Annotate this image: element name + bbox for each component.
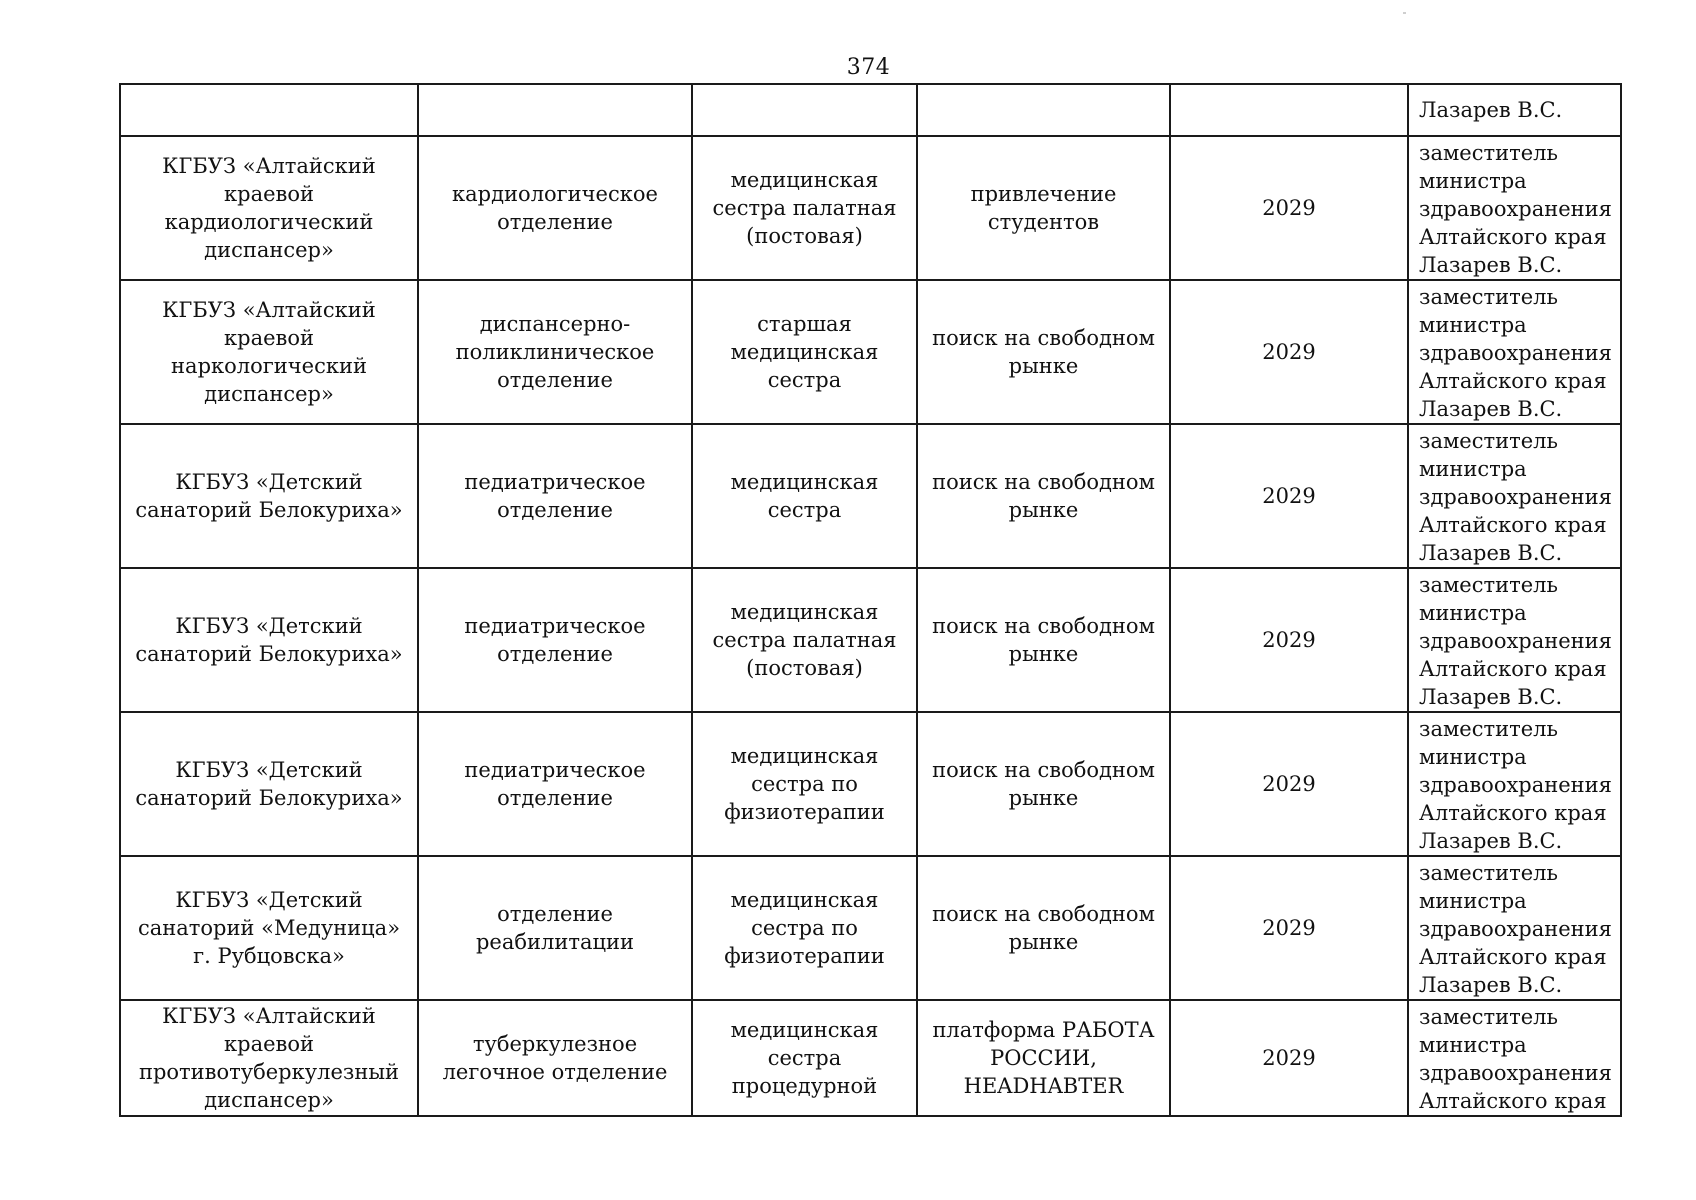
table-row [120, 280, 1621, 424]
cell-organization: КГБУЗ «Детский санаторий Белокуриха» [120, 424, 418, 568]
cell-position: медицинская сестра процедурной [692, 1000, 917, 1116]
cell-responsible: заместитель министра здравоохранения Алтайского края Лазарев В.С. [1408, 856, 1621, 1000]
table-row [120, 856, 1621, 1000]
cell-responsible: заместитель министра здравоохранения Алтайского края Лазарев В.С. [1408, 280, 1621, 424]
cell-position: медицинская сестра палатная (постовая) [692, 136, 917, 280]
cell-responsible: Лазарев В.С. [1408, 84, 1621, 136]
cell-responsible: заместитель министра здравоохранения Алтайского края Лазарев В.С. [1408, 712, 1621, 856]
cell-department [418, 84, 692, 136]
cell-year: 2029 [1170, 856, 1408, 1000]
cell-method: поиск на свободном рынке [917, 280, 1170, 424]
cell-year [1170, 84, 1408, 136]
cell-year: 2029 [1170, 712, 1408, 856]
cell-organization: КГБУЗ «Алтайский краевой наркологический диспансер» [120, 280, 418, 424]
scan-speck [1403, 12, 1406, 14]
cell-department: туберкулезное легочное отделение [418, 1000, 692, 1116]
cell-organization: КГБУЗ «Детский санаторий Белокуриха» [120, 712, 418, 856]
cell-year: 2029 [1170, 136, 1408, 280]
table-row [120, 712, 1621, 856]
cell-method: поиск на свободном рынке [917, 424, 1170, 568]
cell-method: поиск на свободном рынке [917, 856, 1170, 1000]
table-row [120, 424, 1621, 568]
cell-responsible: заместитель министра здравоохранения Алтайского края Лазарев В.С. [1408, 136, 1621, 280]
cell-position: старшая медицинская сестра [692, 280, 917, 424]
page-number: 374 [846, 55, 891, 80]
cell-organization: КГБУЗ «Алтайский краевой кардиологический диспансер» [120, 136, 418, 280]
cell-method [917, 84, 1170, 136]
cell-position: медицинская сестра [692, 424, 917, 568]
cell-method: платформа РАБОТА РОССИИ, HEADHABTER [917, 1000, 1170, 1116]
cell-year: 2029 [1170, 424, 1408, 568]
table-row [120, 1000, 1621, 1116]
cell-method: поиск на свободном рынке [917, 568, 1170, 712]
cell-department: диспансерно-поликлиническое отделение [418, 280, 692, 424]
cell-department: педиатрическое отделение [418, 424, 692, 568]
cell-department: педиатрическое отделение [418, 568, 692, 712]
cell-responsible: заместитель министра здравоохранения Алтайского края Лазарев В.С. [1408, 568, 1621, 712]
cell-year: 2029 [1170, 280, 1408, 424]
staffing-table [119, 83, 1622, 1117]
cell-method: привлечение студентов [917, 136, 1170, 280]
cell-position: медицинская сестра палатная (постовая) [692, 568, 917, 712]
cell-organization: КГБУЗ «Алтайский краевой противотуберкулезный диспансер» [120, 1000, 418, 1116]
cell-department: кардиологическое отделение [418, 136, 692, 280]
cell-year: 2029 [1170, 568, 1408, 712]
cell-organization [120, 84, 418, 136]
cell-year: 2029 [1170, 1000, 1408, 1116]
cell-department: педиатрическое отделение [418, 712, 692, 856]
cell-responsible: заместитель министра здравоохранения Алтайского края [1408, 1000, 1621, 1116]
cell-method: поиск на свободном рынке [917, 712, 1170, 856]
cell-responsible: заместитель министра здравоохранения Алтайского края Лазарев В.С. [1408, 424, 1621, 568]
table-row [120, 136, 1621, 280]
table-row-continued [120, 84, 1621, 136]
cell-department: отделение реабилитации [418, 856, 692, 1000]
cell-position [692, 84, 917, 136]
cell-position: медицинская сестра по физиотерапии [692, 856, 917, 1000]
cell-organization: КГБУЗ «Детский санаторий Белокуриха» [120, 568, 418, 712]
cell-organization: КГБУЗ «Детский санаторий «Медуница» г. Рубцовска» [120, 856, 418, 1000]
cell-position: медицинская сестра по физиотерапии [692, 712, 917, 856]
table-row [120, 568, 1621, 712]
